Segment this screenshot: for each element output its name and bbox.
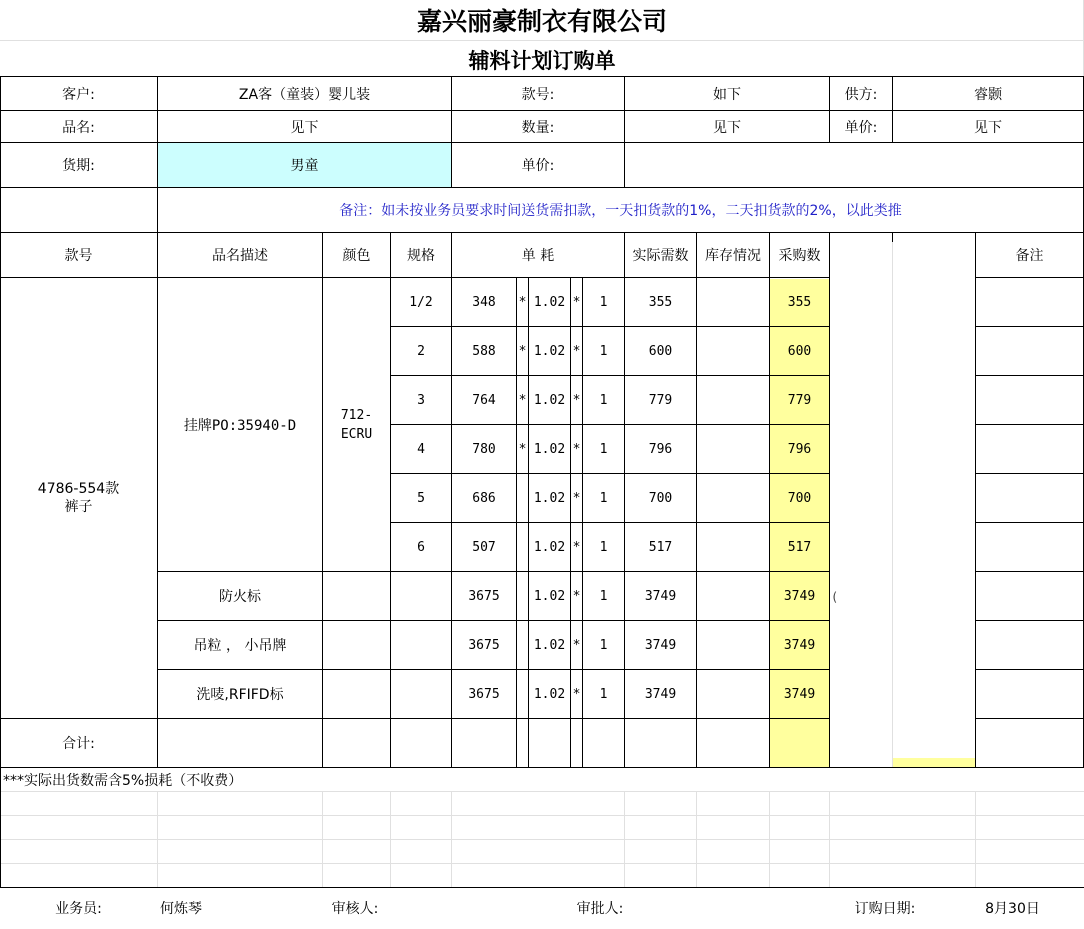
salesman-label: 业务员: [55, 901, 102, 917]
cell-size: 4 [417, 441, 425, 457]
cell-mult: 1 [599, 588, 608, 604]
cell-op2: * [572, 686, 581, 702]
style-cell [0, 278, 157, 718]
color-cell-line2: ECRU [340, 426, 373, 442]
gridline [892, 233, 893, 768]
tag-desc: 挂牌PO:35940-D [183, 417, 297, 434]
cell-purchase: 3749 [783, 588, 816, 604]
cell-op2: * [572, 294, 581, 310]
table-border [975, 277, 1084, 278]
gridline [157, 791, 158, 887]
cell-qty: 764 [472, 392, 496, 408]
cell-op1 [517, 572, 528, 620]
col-style-no: 款号 [64, 248, 93, 264]
gridline [322, 791, 323, 887]
table-border [975, 571, 1084, 572]
cell-actual: 779 [648, 392, 673, 408]
col-size: 规格 [407, 248, 435, 264]
cell-op2: * [572, 588, 581, 604]
cell-purchase: 796 [787, 441, 812, 457]
cell-mult: 1 [599, 539, 608, 555]
unit-price-label: 单价: [844, 119, 878, 136]
col-purchase: 采购数 [778, 248, 821, 264]
gridline [0, 791, 1084, 792]
gridline [624, 791, 625, 887]
table-border [829, 232, 830, 767]
gridline [451, 791, 452, 887]
cell-qty: 588 [472, 343, 496, 359]
cell-purchase: 3749 [783, 637, 816, 653]
table-border [975, 232, 976, 767]
cell-qty: 3675 [468, 637, 500, 653]
col-desc: 品名描述 [212, 248, 268, 264]
table-border [975, 424, 1084, 425]
table-border [892, 232, 893, 242]
table-border [0, 887, 1084, 888]
cell-mult: 1 [599, 490, 608, 506]
cell-factor: 1.02 [533, 539, 566, 555]
table-border [975, 375, 1084, 376]
cell-op2: * [572, 490, 581, 506]
cell-factor: 1.02 [533, 294, 566, 310]
cell-purchase: 700 [787, 490, 812, 506]
style-cell-line2: 裤子 [64, 499, 93, 515]
order-date-value: 8月30日 [985, 901, 1040, 917]
product-label: 品名: [62, 119, 95, 136]
item-desc: 防火标 [219, 589, 261, 605]
company-name: 嘉兴丽豪制衣有限公司 [416, 7, 667, 36]
gridline [696, 791, 697, 887]
gridline [829, 791, 830, 887]
cell-size: 3 [417, 392, 425, 408]
table-border [975, 326, 1084, 327]
cell-actual: 3749 [644, 588, 677, 604]
cell-op1 [517, 523, 528, 571]
cell-op2: * [572, 441, 581, 457]
gridline [769, 791, 770, 887]
table-border [975, 620, 1084, 621]
style-no-label: 款号: [521, 86, 555, 103]
total-label: 合计: [62, 736, 95, 752]
quantity-label: 数量: [521, 119, 555, 136]
table-border [975, 522, 1084, 523]
cell-mult: 1 [599, 686, 608, 702]
cell-op1: * [518, 343, 527, 359]
col-stock: 库存情况 [705, 248, 761, 264]
cell-mult: 1 [599, 343, 608, 359]
color-cell [323, 278, 390, 571]
cell-purchase: 355 [787, 294, 812, 310]
loss-note: ***实际出货数需含5%损耗（不收费） [3, 773, 243, 789]
col-remarks: 备注 [1015, 248, 1044, 264]
cell-op2: * [572, 343, 581, 359]
cell-factor: 1.02 [533, 343, 566, 359]
cell-op1: * [518, 294, 527, 310]
quantity-value: 见下 [713, 119, 741, 136]
supplier-label: 供方: [844, 86, 878, 103]
cell-actual: 700 [648, 490, 673, 506]
cell-size: 2 [417, 343, 425, 359]
cell-op1 [517, 474, 528, 522]
cell-op2: * [572, 392, 581, 408]
customer-label: 客户: [62, 86, 95, 103]
clipped-glyph: ( [831, 590, 839, 604]
gridline [0, 40, 1084, 41]
color-cell-line1: 712- [340, 407, 373, 423]
delivery-label: 货期: [62, 158, 95, 174]
table-border [975, 718, 1084, 719]
gridline [390, 791, 391, 887]
table-border [975, 473, 1084, 474]
unit-price-value: 见下 [974, 119, 1002, 136]
col-color: 颜色 [342, 248, 371, 264]
cell-op2: * [572, 637, 581, 653]
cell-purchase: 779 [787, 392, 812, 408]
order-date-label: 订购日期: [854, 901, 916, 917]
cell-op1: * [518, 441, 527, 457]
cell-actual: 796 [648, 441, 673, 457]
cell-size: 5 [417, 490, 425, 506]
item-desc: 吊粒 ， 小吊牌 [193, 638, 287, 654]
cell-size: 1/2 [409, 294, 433, 310]
cell-qty: 3675 [468, 686, 500, 702]
cell-op1 [517, 621, 528, 669]
col-actual-need: 实际需数 [632, 248, 689, 264]
table-border [696, 232, 697, 767]
cell-op2: * [572, 539, 581, 555]
cell-actual: 517 [648, 539, 673, 555]
cell-mult: 1 [599, 441, 608, 457]
cell-purchase: 600 [787, 343, 812, 359]
cell-op1 [517, 670, 528, 718]
cell-factor: 1.02 [533, 686, 566, 702]
style-cell-line1: 4786-554款 [37, 481, 120, 497]
product-value: 见下 [290, 119, 319, 136]
table-border [975, 669, 1084, 670]
yellow-fill-strip [893, 758, 975, 767]
cell-purchase: 517 [787, 539, 812, 555]
gridline [975, 791, 976, 887]
cell-factor: 1.02 [533, 392, 566, 408]
form-title: 辅料计划订购单 [468, 48, 616, 73]
supplier-value: 睿颢 [974, 86, 1002, 103]
cell-mult: 1 [599, 294, 608, 310]
customer-value: ZA客（童装）婴儿装 [238, 86, 371, 103]
cell-factor: 1.02 [533, 490, 566, 506]
item-desc: 洗唛,RFIFD标 [196, 687, 284, 703]
cell-actual: 3749 [644, 686, 677, 702]
cell-purchase: 3749 [783, 686, 816, 702]
cell-qty: 686 [472, 490, 496, 506]
cell-qty: 348 [472, 294, 496, 310]
cell-qty: 507 [472, 539, 496, 555]
cell-factor: 1.02 [533, 637, 566, 653]
salesman-value: 何炼琴 [160, 901, 202, 917]
gridline [0, 839, 1084, 840]
style-no-value: 如下 [713, 86, 741, 103]
cell-actual: 3749 [644, 637, 677, 653]
cell-op1: * [518, 392, 527, 408]
gridline [0, 863, 1084, 864]
gridline [0, 815, 1084, 816]
cell-actual: 355 [648, 294, 673, 310]
cell-mult: 1 [599, 392, 608, 408]
delivery-value: 男童 [290, 158, 319, 174]
col-consumption: 单 耗 [521, 248, 555, 264]
table-border [0, 767, 1084, 768]
cell-size: 6 [417, 539, 425, 555]
approver-label: 审批人: [576, 901, 624, 917]
cell-factor: 1.02 [533, 588, 566, 604]
cell-qty: 3675 [468, 588, 500, 604]
reviewer-label: 审核人: [331, 901, 379, 917]
unit-price2-label: 单价: [521, 158, 555, 174]
cell-mult: 1 [599, 637, 608, 653]
cell-actual: 600 [648, 343, 673, 359]
cell-factor: 1.02 [533, 441, 566, 457]
remark-text: 备注：如未按业务员要求时间送货需扣款，一天扣货款的1%，二天扣货款的2%，以此类推 [339, 203, 902, 219]
cell-qty: 780 [472, 441, 496, 457]
